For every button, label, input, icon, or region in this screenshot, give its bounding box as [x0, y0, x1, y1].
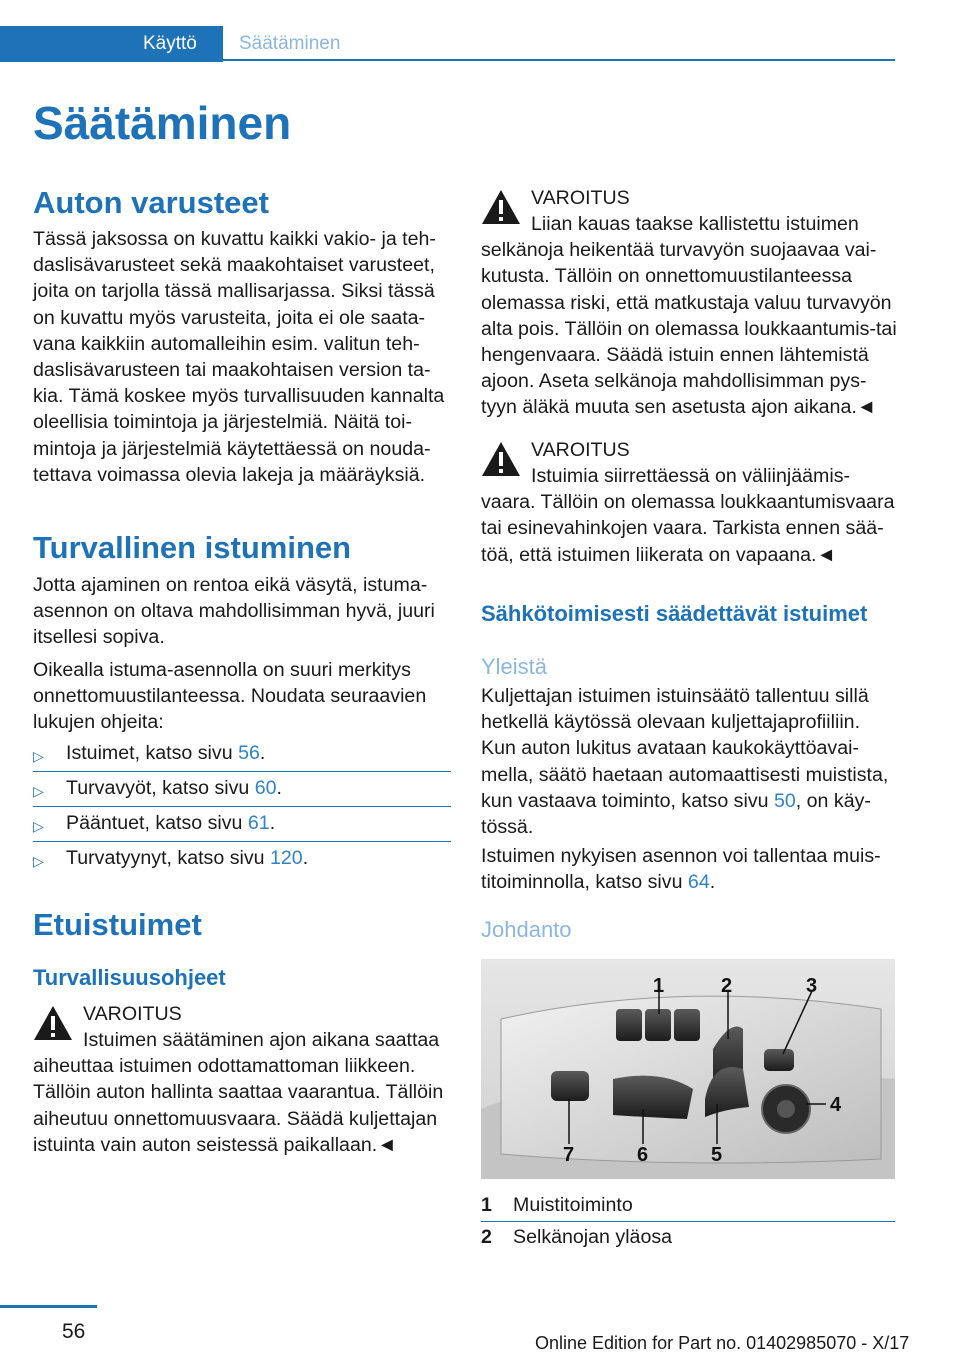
triangle-bullet-icon: ▷: [33, 748, 44, 764]
page-link[interactable]: 60: [254, 777, 277, 799]
page-link[interactable]: 64: [687, 871, 710, 894]
list-item: ▷ Turvavyöt, katso sivu 60.: [33, 775, 451, 810]
warning-block: [481, 185, 897, 419]
page-link[interactable]: 61: [247, 812, 270, 834]
subsection-title-turvallisuusohjeet: Turvallisuusohjeet: [33, 965, 226, 990]
section-title-etuistuimet: Etuistuimet: [33, 907, 202, 942]
callout-3: 3: [806, 975, 818, 997]
page-link[interactable]: 120: [269, 847, 303, 869]
legend-label: Muistitoiminto: [513, 1194, 633, 1216]
legend-item: [481, 1224, 895, 1254]
heading-yleista: Yleistä: [481, 654, 548, 679]
legend-number: 2: [481, 1226, 492, 1248]
warning-text: Liian kauas taakse kallistettu istuimen selkänoja heikentää turvavyön suojaavaa vai-kutusta. Tällöin on onnettomuustilanteessa olemassa riski, että matkustaja valuu turvavyön alta pois. Tällöin on olemassa loukkaantumis-tai hengenvaara. Säädä istuin ennen lähtemistä ajoon. Aseta selkänoja mahdollisimman pys-tyyn äläkä muuta sen asetusta ajon aikana.◄: [481, 213, 897, 419]
warning-heading: VAROITUS: [531, 187, 630, 209]
page-link[interactable]: 50: [773, 789, 796, 812]
tab-saataminen[interactable]: Säätäminen: [239, 33, 341, 54]
page-number: 56: [62, 1320, 86, 1343]
edition-note: Online Edition for Part no. 01402985070 - X/17: [535, 1333, 910, 1353]
callout-4: 4: [830, 1094, 842, 1116]
header-rule: [223, 59, 895, 61]
warning-block: [481, 437, 897, 577]
callout-7: 7: [563, 1144, 575, 1166]
page-link[interactable]: 56: [238, 742, 260, 764]
paragraph-istuinsaato: Kuljettajan istuimen istuinsäätö tallentuu sillä hetkellä käytössä olevaan kuljettajaprofiiliin. Kun auton lukitus avataan kaukokäyttöavai-mella, säätö haetaan automaattisesti muistista, kun vastaava toiminto, katso sivu 50, on käy-tössä.: [481, 685, 889, 839]
reference-list: [33, 740, 451, 880]
legend-label: Selkänojan yläosa: [513, 1226, 673, 1248]
warning-text: Istuimia siirrettäessä on väliinjäämis- vaara. Tällöin on olemassa loukkaantumisvaara tai esinevahinkojen vaara. Tarkista ennen sää-töä, että istuimen liikerata on vapaana.◄: [481, 465, 895, 566]
callout-1: 1: [653, 975, 665, 997]
page-title: Säätäminen: [33, 97, 292, 149]
paragraph-muistitoiminto: Istuimen nykyisen asennon voi tallentaa muis-titoiminnolla, katso sivu 64.: [481, 845, 881, 894]
warning-heading: VAROITUS: [83, 1003, 182, 1025]
list-item: ▷ Istuimet, katso sivu 56.: [33, 740, 451, 775]
callout-2: 2: [721, 975, 733, 997]
paragraph-onnettomuus: Oikealla istuma-asennolla on suuri merkitys onnettomuustilanteessa. Noudata seuraavien lukujen ohjeita:: [33, 659, 427, 734]
section-title-auton-varusteet: Auton varusteet: [33, 185, 269, 220]
list-item: ▷ Pääntuet, katso sivu 61.: [33, 810, 451, 845]
triangle-bullet-icon: ▷: [33, 853, 44, 869]
triangle-bullet-icon: ▷: [33, 783, 44, 799]
warning-heading: VAROITUS: [531, 439, 630, 461]
tab-kaytto[interactable]: Käyttö: [0, 26, 223, 62]
warning-block: [33, 1001, 451, 1161]
warning-text: Istuimen säätäminen ajon aikana saattaa aiheuttaa istuimen odottamattoman liikkeen. Tällöin auton hallinta saattaa vaarantua. Tällöin aiheutuu onnettomuusvaara. Säädä kuljettajan istuinta vain auton seistessä paikallaan.◄: [33, 1029, 444, 1156]
callout-5: 5: [711, 1144, 723, 1166]
section-body-auton-varusteet: Tässä jaksossa on kuvattu kaikki vakio- ja teh-daslisävarusteet sekä maakohtaiset varusteet, joita on tarjolla tässä mallisarjassa. Siksi tässä on kuvattu myös varusteita, joita ei ole saata-vana kaikkiin automalleihin esim. valitun teh-daslisävarusteen tai maakohtaisen version ta-kia. Tämä koskee myös turvallisuuden kannalta oleellisia toimintoja ja järjestelmiä. Näitä toi-mintoja ja järjestelmiä käytettäessä on nouda-tettava voimassa olevia lakeja ja määräyksiä.: [33, 228, 445, 486]
seat-controls-illustration: [481, 959, 895, 1179]
footer-rule: [0, 1305, 97, 1308]
triangle-bullet-icon: ▷: [33, 818, 44, 834]
list-item: ▷ Turvatyynyt, katso sivu 120.: [33, 845, 451, 880]
callout-6: 6: [637, 1144, 649, 1166]
section-title-turvallinen-istuminen: Turvallinen istuminen: [33, 530, 352, 565]
subsection-title-sahkotoimiset-istuimet: Sähkötoimisesti säädettävät istuimet: [481, 601, 868, 626]
legend-item: [481, 1192, 895, 1222]
seat-controls-figure: [481, 959, 895, 1179]
heading-johdanto: Johdanto: [481, 917, 572, 942]
header-bar: [0, 26, 895, 62]
paragraph-istuma-asento: Jotta ajaminen on rentoa eikä väsytä, istuma-asennon on oltava mahdollisimman hyvä, juuri itsellesi sopiva.: [33, 574, 435, 649]
legend-number: 1: [481, 1194, 492, 1216]
